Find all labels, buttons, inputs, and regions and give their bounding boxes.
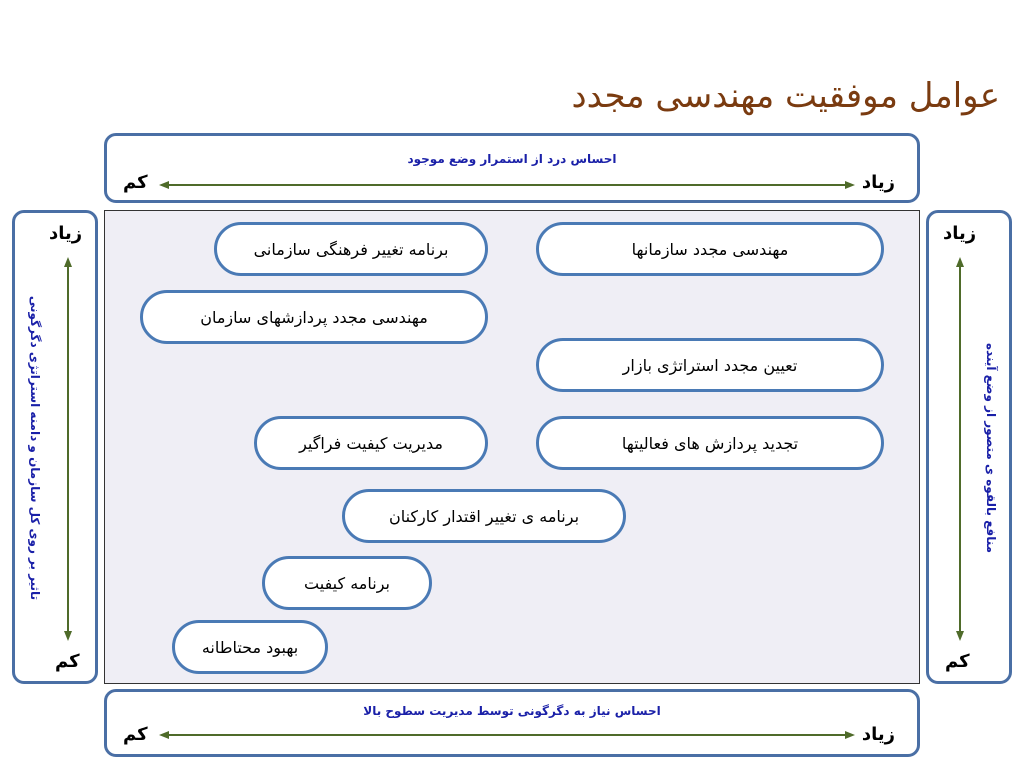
node-quality-program: برنامه کیفیت [262, 556, 432, 610]
top-axis-low-label: کم [123, 172, 148, 193]
right-axis-low-label: کم [945, 651, 970, 672]
left-axis-caption: تاثیر بر روی کل سازمان و دامنه استراتژی دگرگونی [28, 295, 42, 601]
bottom-axis-panel [104, 689, 920, 757]
bottom-axis-low-label: کم [123, 724, 148, 745]
page-title: عوامل موفقیت مهندسی مجدد [571, 76, 1000, 116]
bottom-axis-high-label: زیاد [861, 724, 895, 745]
right-axis-caption: منافع بالقوه ی متصور از وضع آینده [984, 342, 998, 554]
left-axis-low-label: کم [55, 651, 80, 672]
right-axis-double-arrow [955, 257, 965, 641]
node-total-quality-management: مدیریت کیفیت فراگیر [254, 416, 488, 470]
top-axis-caption: احساس درد از استمرار وضع موجود [407, 152, 617, 166]
node-process-reengineering: مهندسی مجدد پردازشهای سازمان [140, 290, 488, 344]
right-axis-panel [926, 210, 1012, 684]
node-cautious-improvement: بهبود محتاطانه [172, 620, 328, 674]
node-organization-reengineering: مهندسی مجدد سازمانها [536, 222, 884, 276]
top-axis-panel [104, 133, 920, 203]
bottom-axis-caption: احساس نیاز به دگرگونی توسط مدیریت سطوح بالا [363, 704, 661, 718]
left-axis-panel [12, 210, 98, 684]
node-activity-reprocessing: تجدید پردازش های فعالیتها [536, 416, 884, 470]
node-market-strategy-redefinition: تعیین مجدد استراتژی بازار [536, 338, 884, 392]
top-axis-high-label: زیاد [861, 172, 895, 193]
node-organizational-culture-change: برنامه تغییر فرهنگی سازمانی [214, 222, 488, 276]
right-axis-high-label: زیاد [943, 223, 977, 244]
left-axis-double-arrow [63, 257, 73, 641]
left-axis-high-label: زیاد [49, 223, 83, 244]
bottom-axis-double-arrow [159, 730, 855, 740]
node-empowerment-change-program: برنامه ی تغییر اقتدار کارکنان [342, 489, 626, 543]
top-axis-double-arrow [159, 180, 855, 190]
